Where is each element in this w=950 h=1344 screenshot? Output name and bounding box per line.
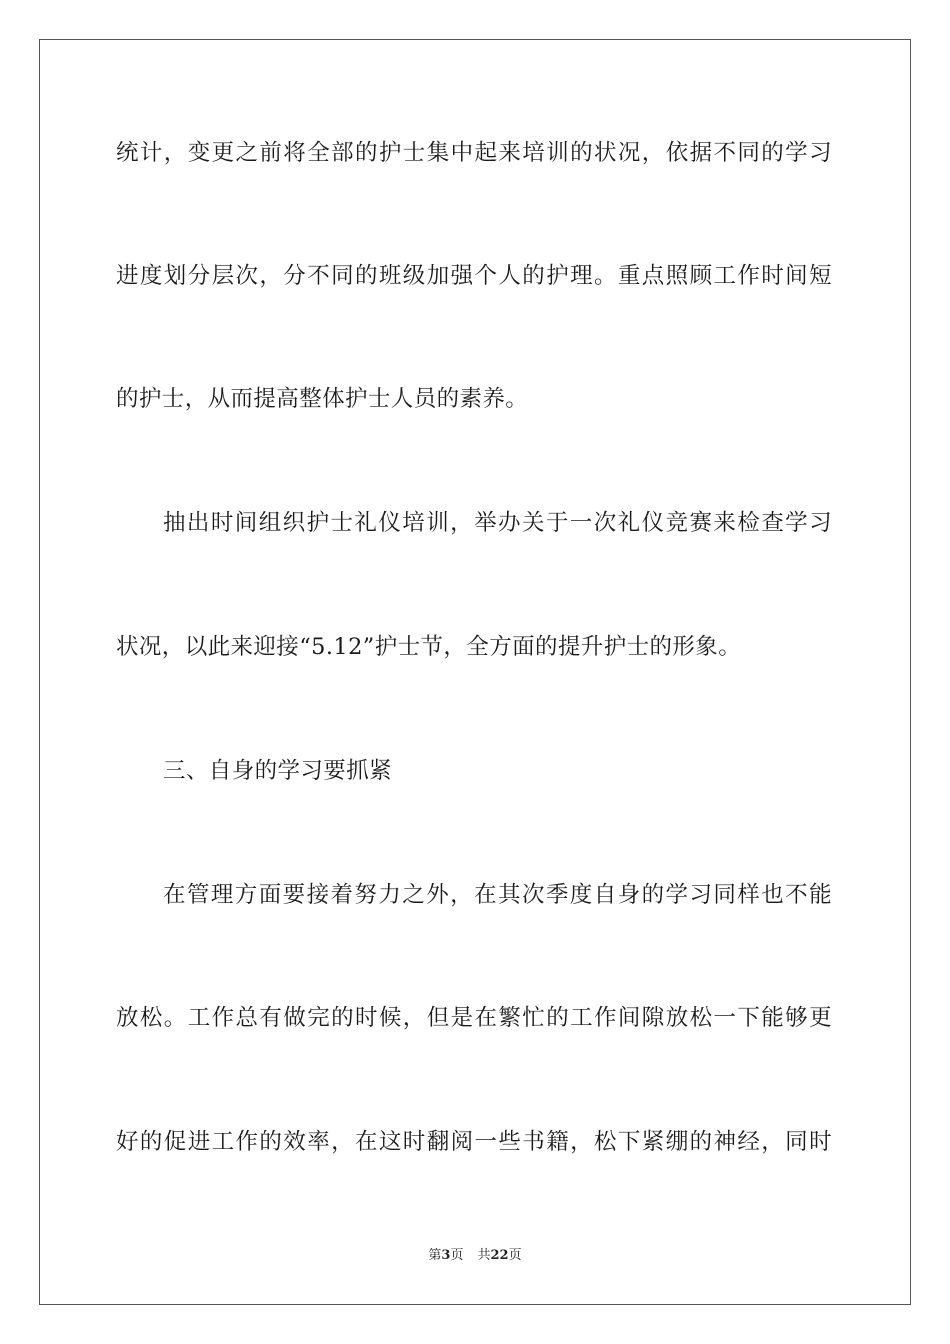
body-line-7: 在管理方面要接着努力之外，在其次季度自身的学习同样也不能 xyxy=(163,882,832,908)
footer-total-prefix: 共 xyxy=(477,1248,491,1263)
footer-page-suffix: 页 xyxy=(450,1248,464,1263)
body-line-5: 状况，以此来迎接“5.12”护士节，全方面的提升护士的形象。 xyxy=(116,634,742,660)
section-heading: 三、自身的学习要抓紧 xyxy=(163,758,393,784)
body-line-2: 进度划分层次，分不同的班级加强个人的护理。重点照顾工作时间短 xyxy=(116,263,832,289)
body-line-8: 放松。工作总有做完的时候，但是在繁忙的工作间隙放松一下能够更 xyxy=(116,1005,832,1031)
body-line-9: 好的促进工作的效率，在这时翻阅一些书籍，松下紧绷的神经，同时 xyxy=(116,1129,832,1155)
footer-page-prefix: 第 xyxy=(428,1248,442,1263)
footer-total-suffix: 页 xyxy=(508,1248,522,1263)
body-line-3: 的护士，从而提高整体护士人员的素养。 xyxy=(116,386,529,412)
page-border xyxy=(39,39,911,1305)
footer-total-pages: 22 xyxy=(490,1248,509,1263)
page-footer xyxy=(0,1247,950,1265)
body-line-1: 统计，变更之前将全部的护士集中起来培训的状况，依据不同的学习 xyxy=(116,140,832,166)
body-line-4: 抽出时间组织护士礼仪培训，举办关于一次礼仪竞赛来检查学习 xyxy=(163,510,832,536)
footer-current-page: 3 xyxy=(441,1248,451,1263)
